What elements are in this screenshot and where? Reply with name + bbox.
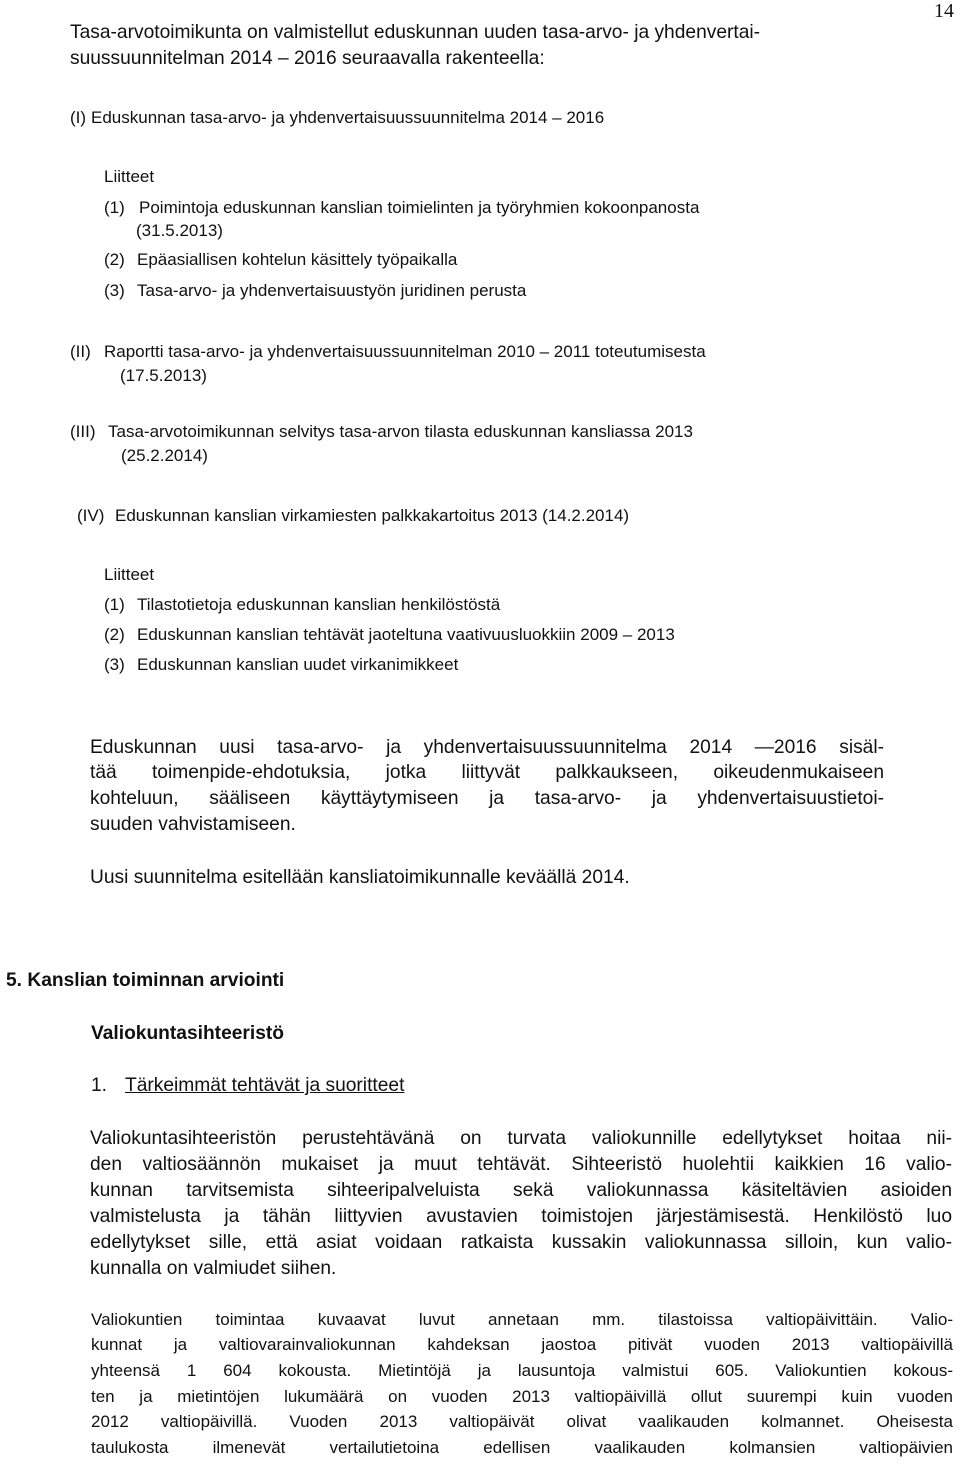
numbered-heading-text: Tärkeimmät tehtävät ja suoritteet xyxy=(125,1075,405,1096)
attachment-1-3-num: (3) xyxy=(104,281,125,300)
section-heading: 5. Kanslian toiminnan arviointi xyxy=(6,970,285,991)
paragraph-1-line-5: edellytykset sille, että asiat voidaan ratkaista kussakin valiokunnassa silloin, kun valio- xyxy=(90,1232,952,1253)
outline-item-1-numeral: (I) xyxy=(70,108,87,127)
paragraph-1-line-3: kunnan tarvitsemista sihteeripalveluista sekä valiokunnassa käsiteltävien asioiden xyxy=(90,1180,952,1201)
outline-item-4-line-1: Eduskunnan kanslian virkamiesten palkkakartoitus 2013 (14.2.2014) xyxy=(115,506,630,525)
paragraph-1-line-6: kunnalla on valmiudet siihen. xyxy=(90,1258,337,1279)
numbered-heading-num: 1. xyxy=(91,1075,108,1096)
attachment-4-2-line-1: Eduskunnan kanslian tehtävät jaoteltuna vaativuusluokkiin 2009 – 2013 xyxy=(137,625,675,644)
attachments-heading-4: Liitteet xyxy=(104,565,155,584)
outline-item-3-line-1: Tasa-arvotoimikunnan selvitys tasa-arvon tilasta eduskunnan kansliassa 2013 xyxy=(108,422,693,441)
outline-item-4-numeral: (IV) xyxy=(77,506,105,525)
attachment-4-1-num: (1) xyxy=(104,595,125,614)
attachment-4-1-line-1: Tilastotietoja eduskunnan kanslian henkilöstöstä xyxy=(137,595,501,614)
outline-item-3-numeral: (III) xyxy=(70,422,96,441)
intro-line-1: Tasa-arvotoimikunta on valmistellut eduskunnan uuden tasa-arvo- ja yhdenvertai- xyxy=(70,22,761,43)
paragraph-2-line-1: Valiokuntien toimintaa kuvaavat luvut annetaan mm. tilastoissa valtiopäivittäin. Valio- xyxy=(91,1310,953,1329)
attachment-1-3-line-1: Tasa-arvo- ja yhdenvertaisuustyön juridinen perusta xyxy=(137,281,527,300)
paragraph-1-line-1: Valiokuntasihteeristön perustehtävänä on turvata valiokunnille edellytykset hoitaa nii- xyxy=(90,1128,952,1149)
paragraph-1-line-2: den valtiosäännön mukaiset ja muut tehtävät. Sihteeristö huolehtii kaikkien 16 valio- xyxy=(90,1154,952,1175)
paragraph-2-line-2: kunnat ja valtiovarainvaliokunnan kahdeksan jaostoa pitivät vuoden 2013 valtiopäivillä xyxy=(91,1335,953,1354)
outline-item-2-line-1: Raportti tasa-arvo- ja yhdenvertaisuussuunnitelman 2010 – 2011 toteutumisesta xyxy=(104,342,706,361)
attachment-4-3-line-1: Eduskunnan kanslian uudet virkanimikkeet xyxy=(137,655,459,674)
plan-paragraph-line-4: suuden vahvistamiseen. xyxy=(90,814,296,835)
paragraph-1-line-4: valmistelusta ja tähän liittyvien avustavien toimistojen järjestämisestä. Henkilöstö luo xyxy=(90,1206,952,1227)
attachment-1-2-num: (2) xyxy=(104,250,125,269)
paragraph-2-line-4: ten ja mietintöjen lukumäärä on vuoden 2013 valtiopäivillä ollut suurempi kuin vuoden xyxy=(91,1387,953,1406)
attachment-1-1-line-1: Poimintoja eduskunnan kanslian toimielinten ja työryhmien kokoonpanosta xyxy=(139,198,700,217)
outline-item-1-text: Eduskunnan tasa-arvo- ja yhdenvertaisuussuunnitelma 2014 – 2016 xyxy=(91,108,605,127)
attachment-4-2-num: (2) xyxy=(104,625,125,644)
outline-item-3-line-2: (25.2.2014) xyxy=(121,446,208,465)
paragraph-2-line-3: yhteensä 1 604 kokousta. Mietintöjä ja lausuntoja valmistui 605. Valiokuntien kokous- xyxy=(91,1361,953,1380)
intro-line-2: suussuunnitelman 2014 – 2016 seuraavalla rakenteella: xyxy=(70,48,545,69)
attachment-1-2-line-1: Epäasiallisen kohtelun käsittely työpaikalla xyxy=(137,250,458,269)
attachment-1-1-num: (1) xyxy=(104,198,125,217)
plan-paragraph-line-1: Eduskunnan uusi tasa-arvo- ja yhdenvertaisuussuunnitelma 2014 —2016 sisäl- xyxy=(90,737,884,758)
plan-paragraph-line-3: kohteluun, sääliseen käyttäytymiseen ja tasa-arvo- ja yhdenvertaisuustietoi- xyxy=(90,788,884,809)
attachment-1-1-line-2: (31.5.2013) xyxy=(136,221,223,240)
attachments-heading-1: Liitteet xyxy=(104,167,155,186)
outline-item-2-numeral: (II) xyxy=(70,342,91,361)
paragraph-2-line-6: taulukosta ilmenevät vertailutietoina edellisen vaalikauden kolmansien valtiopäivien xyxy=(91,1438,953,1457)
attachment-4-3-num: (3) xyxy=(104,655,125,674)
plan-paragraph-line-2: tää toimenpide-ehdotuksia, jotka liittyvät palkkaukseen, oikeudenmukaiseen xyxy=(90,762,884,783)
section-subheading: Valiokuntasihteeristö xyxy=(91,1023,284,1044)
plan-sentence: Uusi suunnitelma esitellään kansliatoimikunnalle keväällä 2014. xyxy=(90,867,630,888)
page-number: 14 xyxy=(934,0,954,22)
outline-item-2-line-2: (17.5.2013) xyxy=(120,366,207,385)
paragraph-2-line-5: 2012 valtiopäivillä. Vuoden 2013 valtiopäivät olivat vaalikauden kolmannet. Oheisesta xyxy=(91,1412,953,1431)
